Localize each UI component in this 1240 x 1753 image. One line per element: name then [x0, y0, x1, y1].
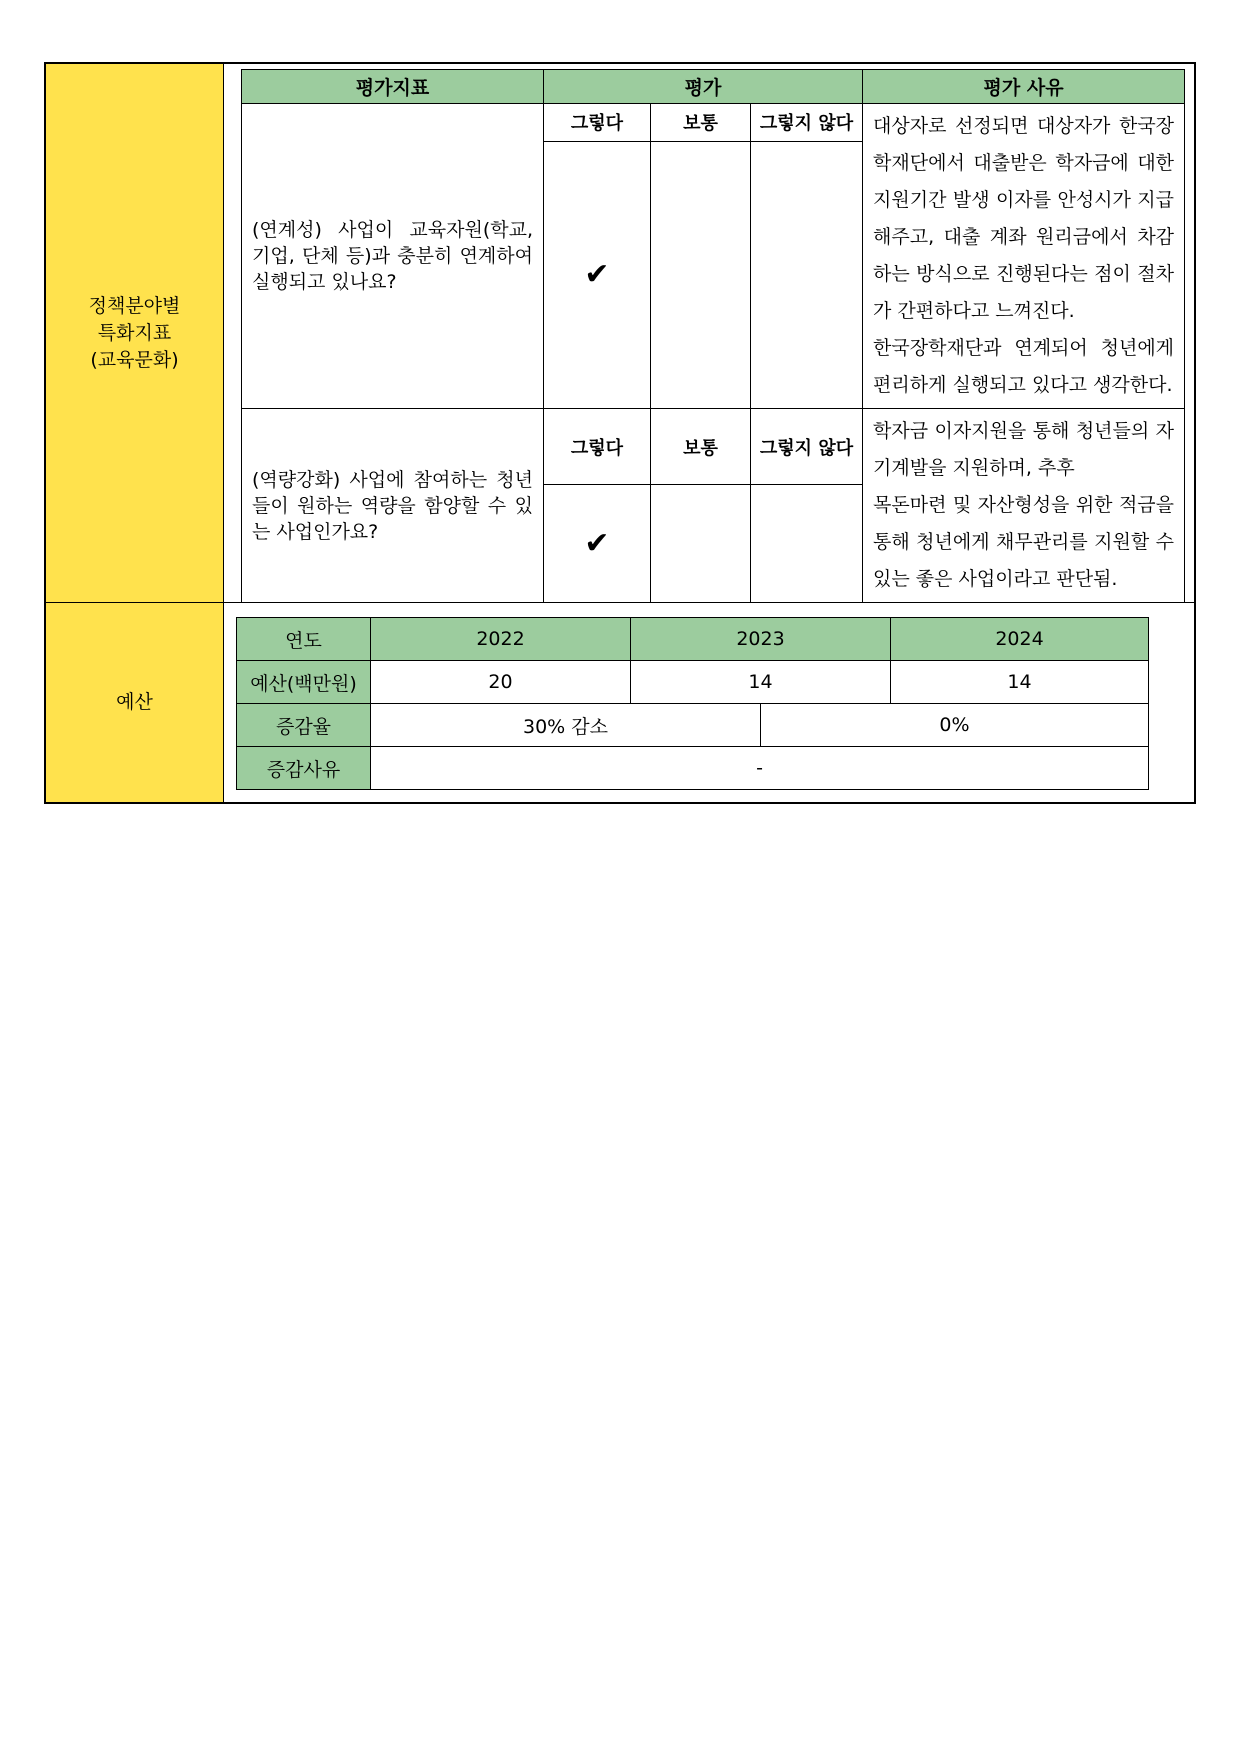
year-2022: 2022 — [371, 618, 631, 661]
header-evaluation: 평가 — [544, 70, 863, 104]
budget-2024: 14 — [891, 661, 1149, 704]
check-mark-icon: ✔ — [584, 526, 610, 562]
budget-label: 예산 — [46, 603, 224, 802]
reason-capacity — [863, 409, 1185, 603]
option-no: 그렇지 않다 — [751, 409, 863, 485]
check-cell-neutral-1 — [651, 141, 751, 408]
year-2023: 2023 — [631, 618, 891, 661]
policy-indicator-label — [46, 64, 224, 602]
option-neutral: 보통 — [651, 409, 751, 485]
year-label: 연도 — [237, 618, 371, 661]
year-2024: 2024 — [891, 618, 1149, 661]
reason-capacity-text: 학자금 이자지원을 통해 청년들의 자기계발을 지원하며, 추후 — [873, 420, 1175, 479]
policy-label-line-3: (교육문화) — [90, 348, 179, 371]
evaluation-form — [44, 62, 1196, 804]
check-cell-yes-2 — [544, 485, 651, 603]
question-capacity: (역량강화) 사업에 참여하는 청년들이 원하는 역량을 함양할 수 있는 사업인가요? — [242, 409, 544, 603]
question-connectivity: (연계성) 사업이 교육자원(학교, 기업, 단체 등)과 충분히 연계하여 실행되고 있나요? — [242, 104, 544, 409]
change-reason-label: 증감사유 — [237, 747, 371, 790]
reason-connectivity-text-2: 한국장학재단과 연계되어 청년에게 편리하게 실행되고 있다고 생각한다. — [873, 337, 1175, 396]
policy-label-line-2: 특화지표 — [97, 321, 172, 344]
check-cell-neutral-2 — [651, 485, 751, 603]
change-rate-2023: 30% 감소 — [371, 704, 761, 747]
option-yes: 그렇다 — [544, 104, 651, 142]
reason-capacity-text-2: 목돈마련 및 자산형성을 위한 적금을 통해 청년에게 채무관리를 지원할 수 있는 좋은 사업이라고 판단됨. — [873, 494, 1175, 590]
header-reason: 평가 사유 — [863, 70, 1185, 104]
budget-2023: 14 — [631, 661, 891, 704]
header-indicator: 평가지표 — [242, 70, 544, 104]
change-rate-label: 증감율 — [237, 704, 371, 747]
budget-2022: 20 — [371, 661, 631, 704]
check-mark-icon: ✔ — [584, 257, 610, 293]
option-yes: 그렇다 — [544, 409, 651, 485]
change-reason-value: - — [371, 747, 1149, 790]
reason-connectivity-text: 대상자로 선정되면 대상자가 한국장학재단에서 대출받은 학자금에 대한 지원기간 발생 이자를 안성시가 지급해주고, 대출 계좌 원리금에서 차감하는 방식으로 진행된다는 점이 절차가 간편하다고 느껴진다. — [873, 115, 1175, 322]
budget-table — [236, 617, 1149, 790]
check-cell-no-2 — [751, 485, 863, 603]
reason-connectivity — [863, 104, 1185, 409]
option-no: 그렇지 않다 — [751, 104, 863, 142]
check-cell-no-1 — [751, 141, 863, 408]
option-neutral: 보통 — [651, 104, 751, 142]
budget-amount-label: 예산(백만원) — [237, 661, 371, 704]
policy-label-line-1: 정책분야별 — [88, 294, 181, 317]
evaluation-table — [241, 69, 1185, 603]
check-cell-yes-1 — [544, 141, 651, 408]
change-rate-2024: 0% — [761, 704, 1149, 747]
